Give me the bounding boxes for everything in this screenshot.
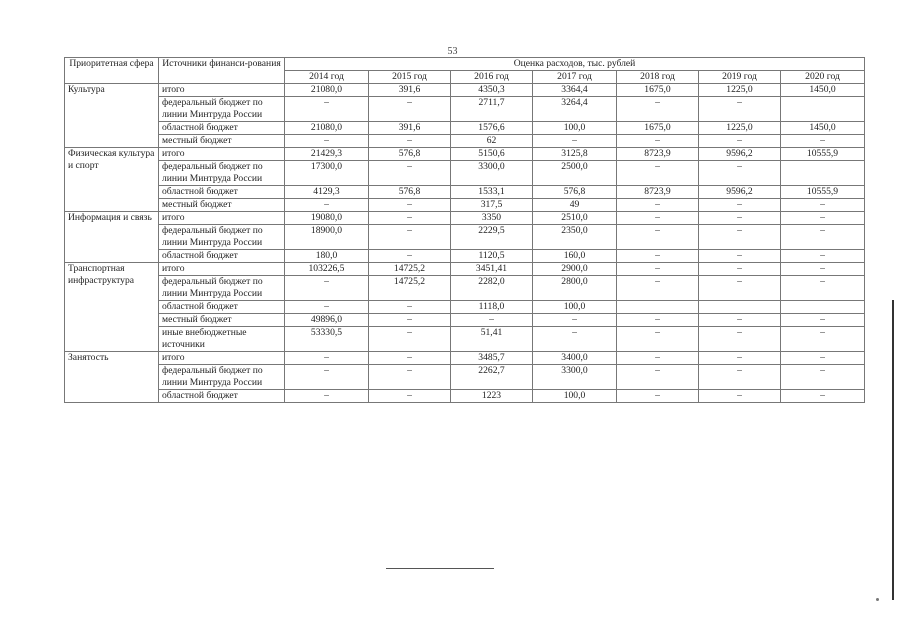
source-cell: областной бюджет — [159, 390, 285, 403]
value-cell: – — [699, 352, 781, 365]
value-cell: 2900,0 — [533, 263, 617, 276]
table-row — [65, 301, 865, 314]
value-cell: 9596,2 — [699, 148, 781, 161]
table-row — [65, 263, 865, 276]
value-cell: 3125,8 — [533, 148, 617, 161]
table-row — [65, 84, 865, 97]
header-year: 2017 год — [533, 71, 617, 84]
value-cell: – — [781, 263, 865, 276]
value-cell: 1118,0 — [451, 301, 533, 314]
value-cell: – — [617, 314, 699, 327]
value-cell: 4350,3 — [451, 84, 533, 97]
value-cell: 53330,5 — [285, 327, 369, 352]
header-sphere: Приоритетная сфера — [65, 58, 159, 84]
value-cell: – — [617, 97, 699, 122]
value-cell: 1576,6 — [451, 122, 533, 135]
value-cell: – — [781, 135, 865, 148]
table-row — [65, 97, 865, 122]
value-cell: – — [617, 199, 699, 212]
value-cell: 576,8 — [369, 186, 451, 199]
source-cell: федеральный бюджет по линии Минтруда России — [159, 225, 285, 250]
value-cell: 2350,0 — [533, 225, 617, 250]
value-cell: – — [781, 390, 865, 403]
value-cell: – — [285, 135, 369, 148]
source-cell: итого — [159, 84, 285, 97]
value-cell: – — [369, 250, 451, 263]
value-cell: – — [617, 263, 699, 276]
value-cell: – — [781, 327, 865, 352]
value-cell: – — [533, 135, 617, 148]
header-year: 2019 год — [699, 71, 781, 84]
value-cell: – — [699, 212, 781, 225]
value-cell: – — [369, 390, 451, 403]
value-cell: – — [699, 97, 781, 122]
value-cell: – — [285, 97, 369, 122]
value-cell: – — [699, 390, 781, 403]
value-cell: – — [369, 161, 451, 186]
value-cell: 1225,0 — [699, 84, 781, 97]
value-cell: 1675,0 — [617, 84, 699, 97]
value-cell: 49 — [533, 199, 617, 212]
value-cell: 14725,2 — [369, 263, 451, 276]
value-cell: – — [617, 276, 699, 301]
scan-dot — [876, 598, 879, 601]
value-cell: – — [781, 365, 865, 390]
value-cell: – — [369, 135, 451, 148]
value-cell: – — [699, 314, 781, 327]
value-cell: – — [699, 327, 781, 352]
value-cell: 576,8 — [369, 148, 451, 161]
value-cell: – — [369, 314, 451, 327]
value-cell: 3300,0 — [533, 365, 617, 390]
value-cell: 100,0 — [533, 301, 617, 314]
value-cell: 49896,0 — [285, 314, 369, 327]
value-cell — [781, 97, 865, 122]
table-row — [65, 186, 865, 199]
value-cell: 2262,7 — [451, 365, 533, 390]
footer-rule — [386, 568, 494, 569]
source-cell: федеральный бюджет по линии Минтруда России — [159, 276, 285, 301]
value-cell: – — [369, 225, 451, 250]
value-cell: 1225,0 — [699, 122, 781, 135]
value-cell: – — [285, 365, 369, 390]
value-cell: 180,0 — [285, 250, 369, 263]
scan-edge-mark — [892, 300, 894, 600]
sphere-cell: Физическая культура и спорт — [65, 148, 159, 212]
table-row — [65, 365, 865, 390]
header-estimate: Оценка расходов, тыс. рублей — [285, 58, 865, 71]
source-cell: итого — [159, 352, 285, 365]
value-cell — [699, 301, 781, 314]
header-year: 2018 год — [617, 71, 699, 84]
table-row — [65, 212, 865, 225]
value-cell: – — [617, 352, 699, 365]
value-cell: 103226,5 — [285, 263, 369, 276]
value-cell: 17300,0 — [285, 161, 369, 186]
value-cell: 317,5 — [451, 199, 533, 212]
value-cell: 10555,9 — [781, 148, 865, 161]
header-year: 2015 год — [369, 71, 451, 84]
value-cell: 2229,5 — [451, 225, 533, 250]
sphere-cell: Транспортная инфраструктура — [65, 263, 159, 352]
value-cell: – — [781, 212, 865, 225]
value-cell: – — [781, 314, 865, 327]
value-cell: 14725,2 — [369, 276, 451, 301]
value-cell: – — [617, 365, 699, 390]
header-year: 2014 год — [285, 71, 369, 84]
source-cell: итого — [159, 212, 285, 225]
value-cell: – — [285, 352, 369, 365]
table-row — [65, 314, 865, 327]
value-cell: – — [533, 314, 617, 327]
source-cell: федеральный бюджет по линии Минтруда России — [159, 97, 285, 122]
value-cell: – — [617, 327, 699, 352]
value-cell: 21429,3 — [285, 148, 369, 161]
value-cell: – — [369, 365, 451, 390]
value-cell: 3485,7 — [451, 352, 533, 365]
value-cell: 2800,0 — [533, 276, 617, 301]
value-cell: 3350 — [451, 212, 533, 225]
source-cell: итого — [159, 263, 285, 276]
value-cell: 391,6 — [369, 84, 451, 97]
table-row — [65, 352, 865, 365]
table-row — [65, 390, 865, 403]
value-cell: – — [617, 225, 699, 250]
sphere-cell: Занятость — [65, 352, 159, 403]
value-cell: 3364,4 — [533, 84, 617, 97]
value-cell: 2711,7 — [451, 97, 533, 122]
header-year: 2020 год — [781, 71, 865, 84]
source-cell: итого — [159, 148, 285, 161]
value-cell: 21080,0 — [285, 122, 369, 135]
table-row — [65, 327, 865, 352]
value-cell: 3400,0 — [533, 352, 617, 365]
table-row — [65, 161, 865, 186]
value-cell: 8723,9 — [617, 148, 699, 161]
header-source: Источники финанси-рования — [159, 58, 285, 84]
value-cell: 1450,0 — [781, 84, 865, 97]
value-cell: 100,0 — [533, 390, 617, 403]
value-cell — [617, 301, 699, 314]
value-cell: – — [781, 352, 865, 365]
value-cell: 51,41 — [451, 327, 533, 352]
table-row — [65, 225, 865, 250]
source-cell: федеральный бюджет по линии Минтруда России — [159, 365, 285, 390]
value-cell: – — [369, 327, 451, 352]
value-cell: 576,8 — [533, 186, 617, 199]
value-cell: – — [451, 314, 533, 327]
value-cell: – — [781, 250, 865, 263]
value-cell: 3264,4 — [533, 97, 617, 122]
value-cell: – — [369, 199, 451, 212]
value-cell: – — [285, 301, 369, 314]
value-cell: – — [699, 161, 781, 186]
value-cell: – — [617, 212, 699, 225]
value-cell — [781, 301, 865, 314]
value-cell: 2500,0 — [533, 161, 617, 186]
value-cell: – — [533, 327, 617, 352]
value-cell: 1675,0 — [617, 122, 699, 135]
value-cell: 160,0 — [533, 250, 617, 263]
value-cell: 19080,0 — [285, 212, 369, 225]
table-row — [65, 276, 865, 301]
table-row — [65, 250, 865, 263]
expense-table — [64, 57, 865, 403]
value-cell: 4129,3 — [285, 186, 369, 199]
value-cell: – — [617, 161, 699, 186]
value-cell: 18900,0 — [285, 225, 369, 250]
value-cell: – — [369, 301, 451, 314]
source-cell: федеральный бюджет по линии Минтруда России — [159, 161, 285, 186]
value-cell: 21080,0 — [285, 84, 369, 97]
table-row — [65, 148, 865, 161]
value-cell: – — [285, 390, 369, 403]
value-cell: – — [699, 199, 781, 212]
value-cell: – — [699, 135, 781, 148]
value-cell: – — [285, 199, 369, 212]
value-cell: 100,0 — [533, 122, 617, 135]
value-cell: 1450,0 — [781, 122, 865, 135]
table-row — [65, 199, 865, 212]
value-cell: 5150,6 — [451, 148, 533, 161]
value-cell: 1120,5 — [451, 250, 533, 263]
header-year: 2016 год — [451, 71, 533, 84]
source-cell: местный бюджет — [159, 314, 285, 327]
value-cell: – — [369, 212, 451, 225]
value-cell: 1223 — [451, 390, 533, 403]
value-cell: 3451,41 — [451, 263, 533, 276]
value-cell: – — [699, 263, 781, 276]
source-cell: местный бюджет — [159, 135, 285, 148]
table-row — [65, 135, 865, 148]
value-cell — [781, 161, 865, 186]
value-cell: – — [781, 199, 865, 212]
value-cell: – — [369, 352, 451, 365]
value-cell: – — [617, 390, 699, 403]
page-number: 53 — [447, 46, 458, 57]
value-cell: – — [699, 276, 781, 301]
value-cell: – — [285, 276, 369, 301]
value-cell: 9596,2 — [699, 186, 781, 199]
value-cell: – — [617, 250, 699, 263]
value-cell: 62 — [451, 135, 533, 148]
value-cell: 391,6 — [369, 122, 451, 135]
sphere-cell: Культура — [65, 84, 159, 148]
table-body — [65, 84, 865, 403]
value-cell: – — [617, 135, 699, 148]
value-cell: 2282,0 — [451, 276, 533, 301]
value-cell: 8723,9 — [617, 186, 699, 199]
source-cell: иные внебюджетные источники — [159, 327, 285, 352]
value-cell: – — [699, 365, 781, 390]
source-cell: областной бюджет — [159, 186, 285, 199]
value-cell: 2510,0 — [533, 212, 617, 225]
source-cell: областной бюджет — [159, 250, 285, 263]
value-cell: – — [699, 225, 781, 250]
value-cell: 3300,0 — [451, 161, 533, 186]
source-cell: местный бюджет — [159, 199, 285, 212]
sphere-cell: Информация и связь — [65, 212, 159, 263]
value-cell: – — [369, 97, 451, 122]
value-cell: – — [699, 250, 781, 263]
source-cell: областной бюджет — [159, 122, 285, 135]
value-cell: 1533,1 — [451, 186, 533, 199]
value-cell: – — [781, 225, 865, 250]
source-cell: областной бюджет — [159, 301, 285, 314]
table-row — [65, 122, 865, 135]
value-cell: 10555,9 — [781, 186, 865, 199]
value-cell: – — [781, 276, 865, 301]
